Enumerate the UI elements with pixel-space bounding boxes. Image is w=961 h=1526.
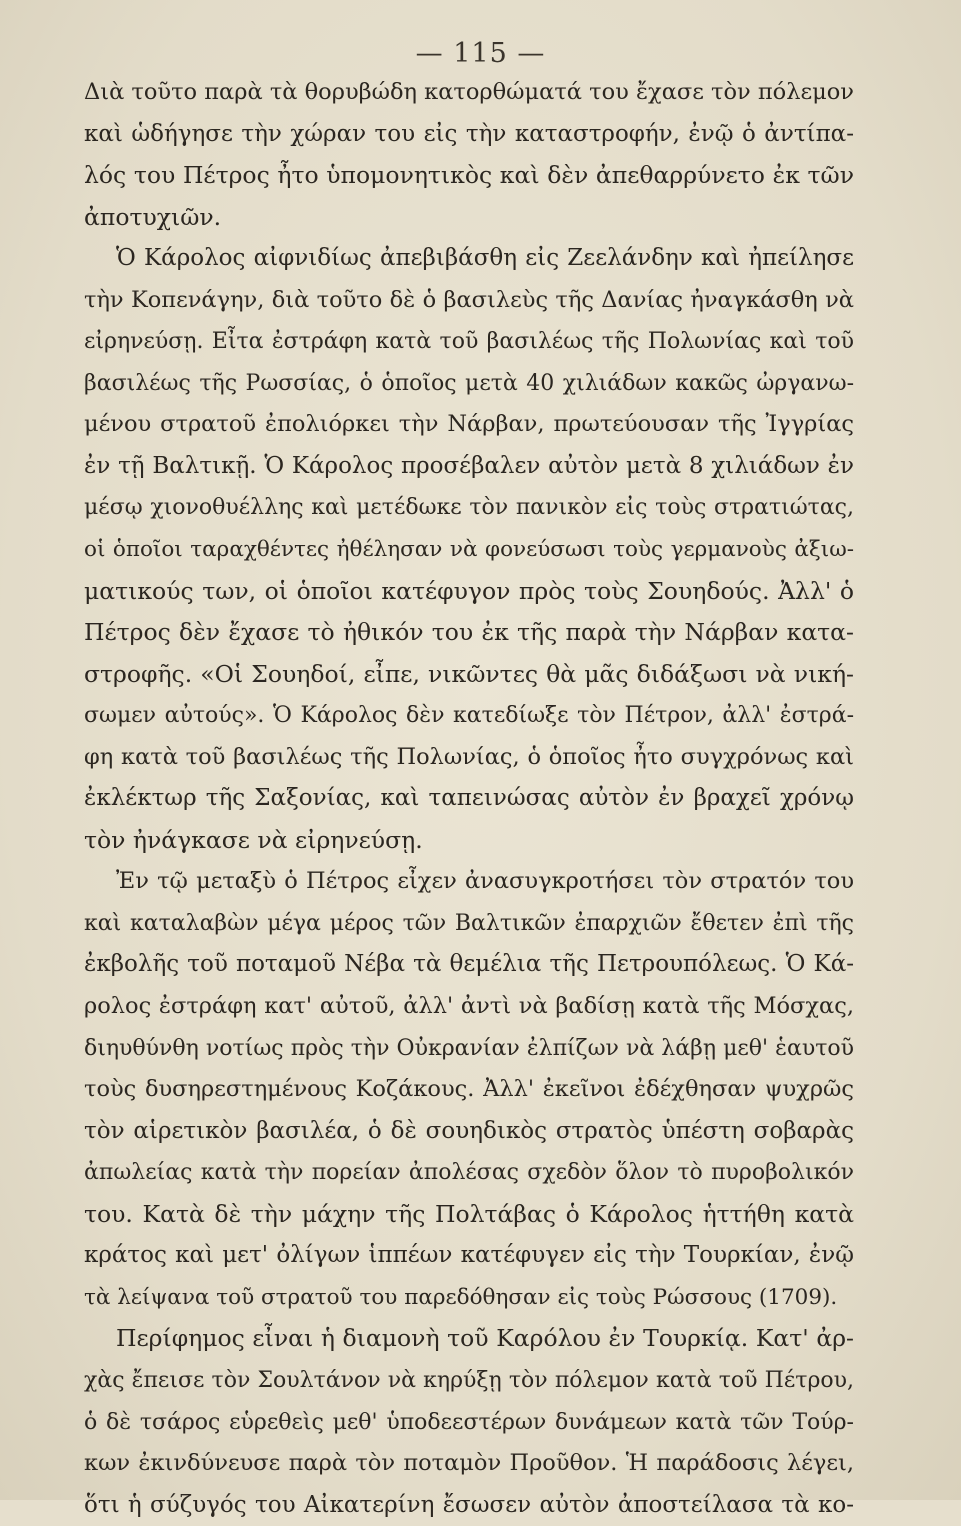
text-line: Διὰ τοῦτο παρὰ τὰ θορυβώδη κατορθώματά του ἔχασε τὸν πόλεμον [84, 79, 854, 105]
text-line: ματικούς των, οἱ ὁποῖοι κατέφυγον πρὸς τοὺς Σουηδούς. Ἀλλ' ὁ [84, 576, 854, 605]
page-number: — 115 — [415, 38, 546, 69]
text-line: οἱ ὁποῖοι ταραχθέντες ἠθέλησαν νὰ φονεύσωσι τοὺς γερμανοὺς ἀξιω- [84, 537, 854, 563]
text-line: ἀπωλείας κατὰ τὴν πορείαν ἀπολέσας σχεδὸν ὅλον τὸ πυροβολικόν [84, 1160, 854, 1186]
text-line: τὸν ἠνάγκασε νὰ εἰρηνεύσῃ. [84, 825, 423, 854]
text-line: Ὁ Κάρολος αἰφνιδίως ἀπεβιβάσθη εἰς Ζεελάνδην καὶ ἠπείλησε [116, 245, 854, 272]
text-line: διηυθύνθη νοτίως πρὸς τὴν Οὐκρανίαν ἐλπίζων νὰ λάβῃ μεθ' ἑαυτοῦ [84, 1035, 854, 1061]
text-line: στροφῆς. «Οἱ Σουηδοί, εἶπε, νικῶντες θὰ μᾶς διδάξωσι νὰ νική- [84, 659, 854, 688]
text-line: ὅτι ἡ σύζυγός του Αἰκατερίνη ἔσωσεν αὐτὸν ἀποστείλασα τὰ κο- [84, 1491, 854, 1518]
text-line: σωμεν αὐτούς». Ὁ Κάρολος δὲν κατεδίωξε τὸν Πέτρον, ἀλλ' ἐστρά- [84, 703, 854, 729]
text-line: ρολος ἐστράφη κατ' αὐτοῦ, ἀλλ' ἀντὶ νὰ βαδίσῃ κατὰ τῆς Μόσχας, [84, 993, 854, 1020]
text-line: φη κατὰ τοῦ βασιλέως τῆς Πολωνίας, ὁ ὁποῖος ἦτο συγχρόνως καὶ [84, 743, 854, 770]
text-line: τὸν αἱρετικὸν βασιλέα, ὁ δὲ σουηδικὸς στρατὸς ὑπέστη σοβαρὰς [84, 1117, 854, 1144]
body-text [84, 72, 854, 1526]
text-line: ἐκλέκτωρ τῆς Σαξονίας, καὶ ταπεινώσας αὐτὸν ἐν βραχεῖ χρόνῳ [84, 785, 854, 812]
text-line: ὁ δὲ τσάρος εὑρεθεὶς μεθ' ὑποδεεστέρων δυνάμεων κατὰ τῶν Τούρ- [84, 1409, 854, 1435]
text-line: κράτος καὶ μετ' ὀλίγων ἱππέων κατέφυγεν εἰς τὴν Τουρκίαν, ἐνῷ [84, 1242, 854, 1269]
text-line: του. Κατὰ δὲ τὴν μάχην τῆς Πολτάβας ὁ Κάρολος ἡττήθη κατὰ [84, 1199, 854, 1228]
text-line: Πέτρος δὲν ἔχασε τὸ ἠθικόν του ἐκ τῆς παρὰ τὴν Νάρβαν κατα- [84, 618, 854, 647]
text-line: τὰ λείψανα τοῦ στρατοῦ του παρεδόθησαν εἰς τοὺς Ρώσσους (1709). [84, 1284, 838, 1310]
text-line: καὶ ὡδήγησε τὴν χώραν του εἰς τὴν καταστροφήν, ἐνῷ ὁ ἀντίπα- [84, 120, 854, 147]
text-line: εἰρηνεύσῃ. Εἶτα ἐστράφη κατὰ τοῦ βασιλέως τῆς Πολωνίας καὶ τοῦ [84, 329, 854, 355]
text-line: μέσῳ χιονοθυέλλης καὶ μετέδωκε τὸν πανικὸν εἰς τοὺς στρατιώτας, [84, 495, 854, 521]
text-line: Ἐν τῷ μεταξὺ ὁ Πέτρος εἶχεν ἀνασυγκροτήσει τὸν στρατόν του [116, 868, 854, 895]
text-line: τὴν Κοπενάγην, διὰ τοῦτο δὲ ὁ βασιλεὺς τῆς Δανίας ἠναγκάσθη νὰ [84, 286, 854, 313]
text-line: ἐκβολῆς τοῦ ποταμοῦ Νέβα τὰ θεμέλια τῆς Πετρουπόλεως. Ὁ Κά- [84, 951, 854, 978]
text-line: χὰς ἔπεισε τὸν Σουλτάνον νὰ κηρύξῃ τὸν πόλεμον κατὰ τοῦ Πέτρου, [84, 1367, 854, 1393]
text-line: τοὺς δυσηρεστημένους Κοζάκους. Ἀλλ' ἐκεῖνοι ἐδέχθησαν ψυχρῶς [84, 1076, 854, 1103]
text-line: μένου στρατοῦ ἐπολιόρκει τὴν Νάρβαν, πρωτεύουσαν τῆς Ἰγγρίας [84, 411, 854, 438]
text-line: Περίφημος εἶναι ἡ διαμονὴ τοῦ Καρόλου ἐν Τουρκίᾳ. Κατ' ἀρ- [116, 1324, 854, 1353]
text-line: ἀποτυχιῶν. [84, 202, 222, 231]
text-line: καὶ καταλαβὼν μέγα μέρος τῶν Βαλτικῶν ἐπαρχιῶν ἔθετεν ἐπὶ τῆς [84, 910, 854, 936]
text-line: βασιλέως τῆς Ρωσσίας, ὁ ὁποῖος μετὰ 40 χιλιάδων κακῶς ὠργανω- [84, 370, 854, 396]
text-line: ἐν τῇ Βαλτικῇ. Ὁ Κάρολος προσέβαλεν αὐτὸν μετὰ 8 χιλιάδων ἐν [84, 452, 854, 479]
text-line: λός του Πέτρος ἦτο ὑπομονητικὸς καὶ δὲν ἀπεθαρρύνετο ἐκ τῶν [84, 161, 854, 190]
text-line: κων ἐκινδύνευσε παρὰ τὸν ποταμὸν Προῦθον. Ἡ παράδοσις λέγει, [84, 1450, 854, 1477]
